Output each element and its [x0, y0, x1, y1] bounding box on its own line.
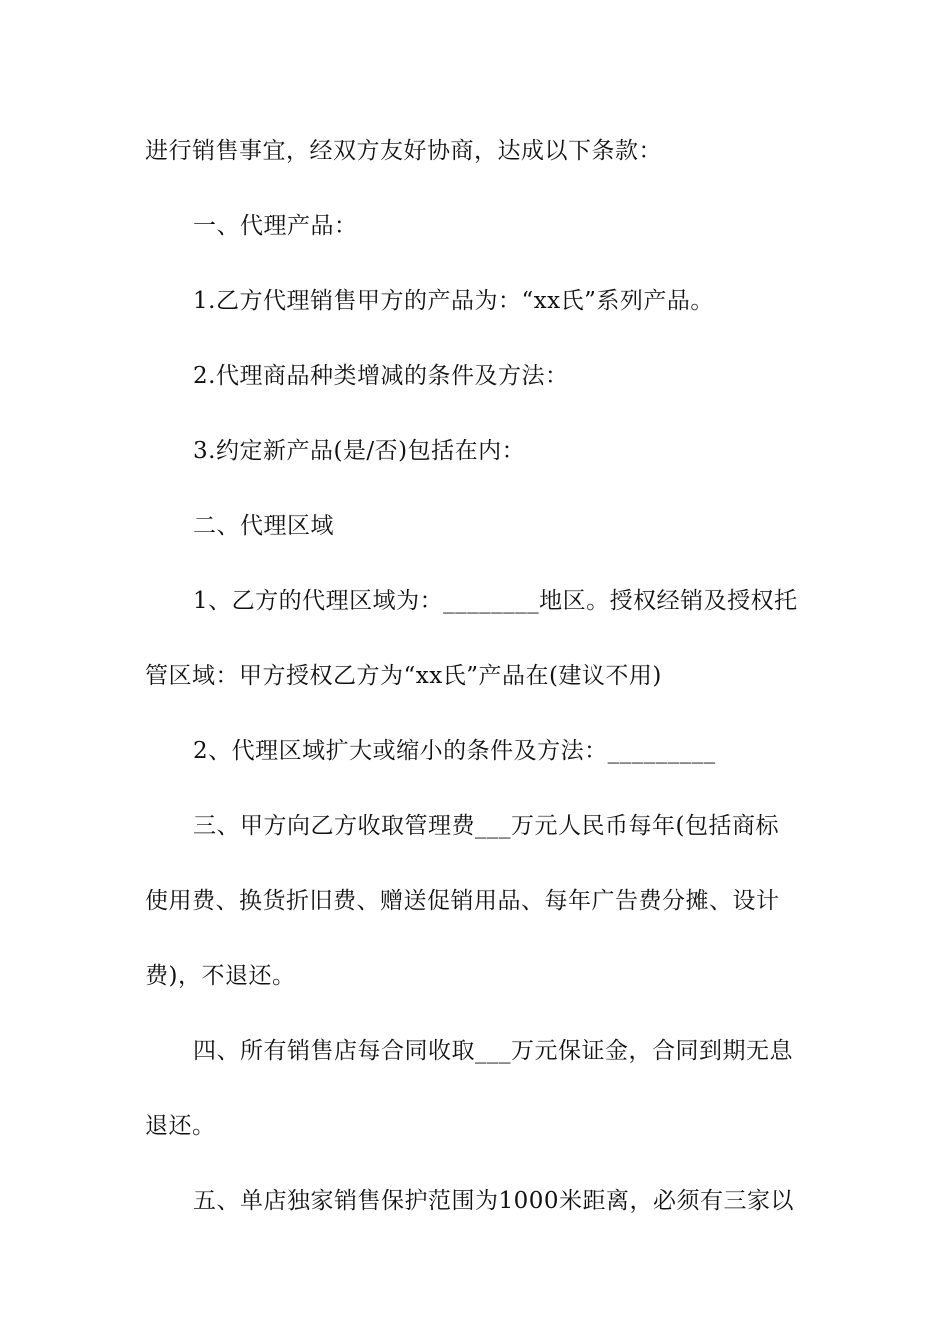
section-heading: 一、代理产品：: [193, 213, 358, 239]
paragraph-line: 五、单店独家销售保护范围为1000米距离，必须有三家以: [193, 1188, 795, 1214]
paragraph-line: 三、甲方向乙方收取管理费___万元人民币每年(包括商标: [193, 813, 779, 839]
paragraph-line: 3.约定新产品(是/否)包括在内：: [193, 438, 526, 464]
paragraph-line: 2、代理区域扩大或缩小的条件及方法：_________: [193, 738, 716, 764]
paragraph-line: 1、乙方的代理区域为：________地区。授权经销及授权托: [193, 588, 798, 614]
section-heading: 二、代理区域: [193, 513, 334, 539]
paragraph-line: 进行销售事宜，经双方友好协商，达成以下条款：: [145, 138, 662, 164]
paragraph-line: 费)，不退还。: [145, 963, 296, 989]
paragraph-line: 退还。: [145, 1113, 216, 1139]
paragraph-line: 1.乙方代理销售甲方的产品为：“xx氏”系列产品。: [193, 288, 714, 314]
paragraph-line: 管区域：甲方授权乙方为“xx氏”产品在(建议不用): [145, 663, 662, 689]
paragraph-line: 2.代理商品种类增减的条件及方法：: [193, 363, 569, 389]
paragraph-line: 四、所有销售店每合同收取___万元保证金，合同到期无息: [193, 1038, 793, 1064]
paragraph-line: 使用费、换货折旧费、赠送促销用品、每年广告费分摊、设计: [145, 888, 780, 914]
